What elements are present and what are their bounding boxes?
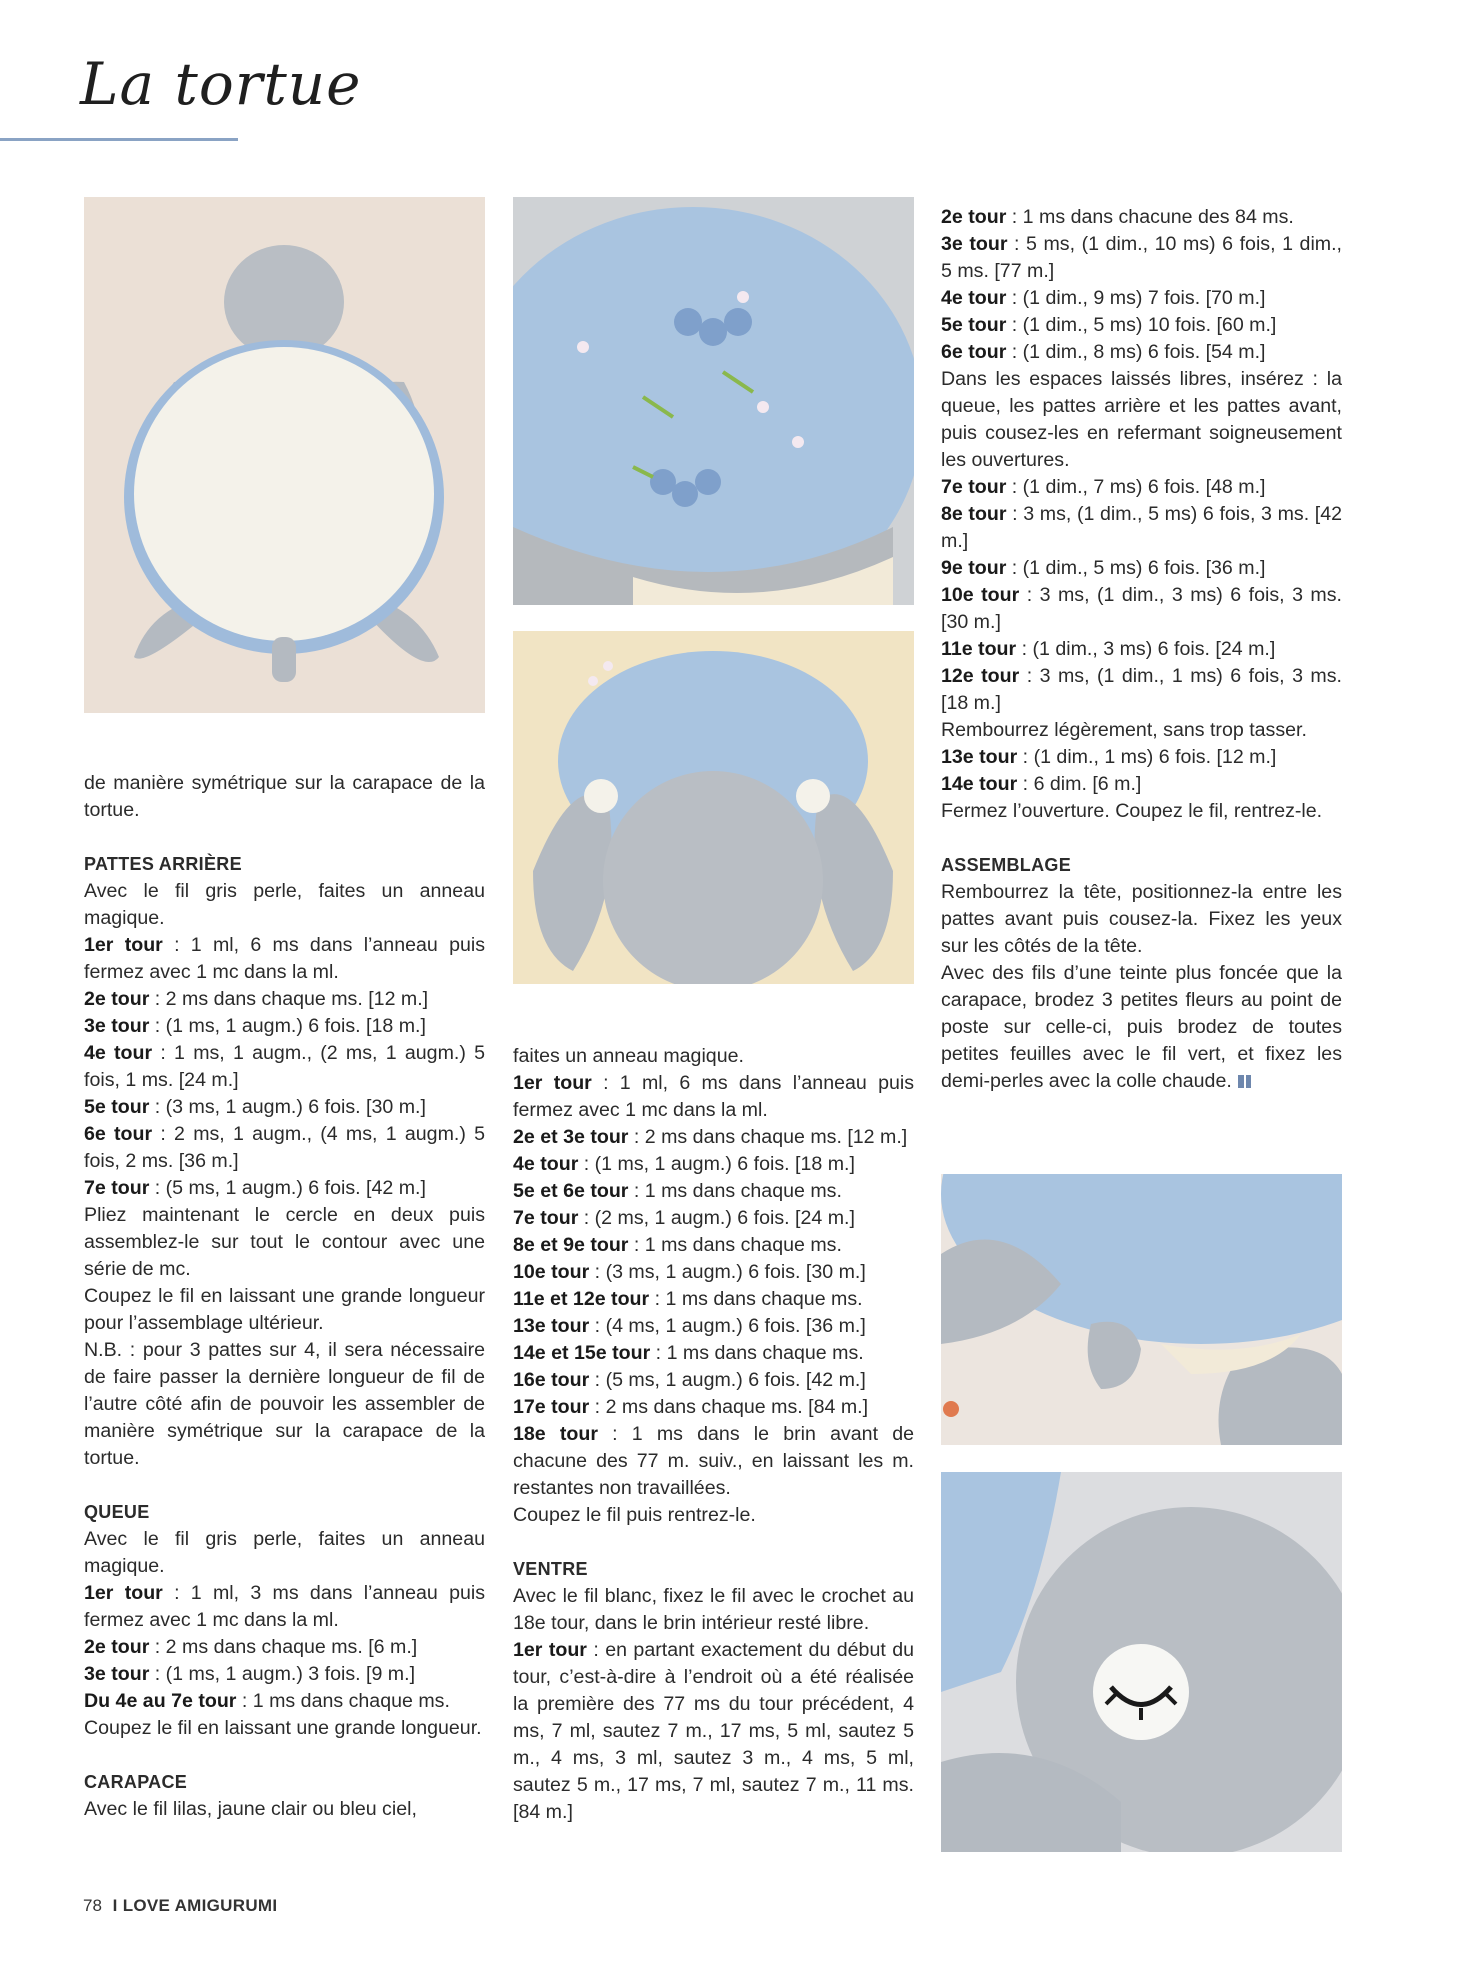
round-instruction: 1er tour : 1 ml, 3 ms dans l’anneau puis fermez avec 1 mc dans la ml. xyxy=(84,1582,486,1631)
paragraph: Fermez l’ouverture. Coupez le fil, rentrez-le. xyxy=(941,800,1323,822)
round-instruction: 6e tour : (1 dim., 8 ms) 6 fois. [54 m.] xyxy=(941,341,1266,363)
section-heading-queue: QUEUE xyxy=(84,1502,150,1522)
paragraph: Pliez maintenant le cercle en deux puis assemblez-le sur tout le contour avec une série de mc. xyxy=(84,1204,485,1280)
round-instruction: 8e et 9e tour : 1 ms dans chaque ms. xyxy=(513,1234,842,1256)
paragraph: Avec des fils d’une teinte plus foncée que la carapace, brodez 3 petites fleurs au point de poste sur celle-ci, puis brodez de toutes petites feuilles avec le fil vert, et fixez les demi-perles avec la colle chaude. xyxy=(941,962,1342,1092)
end-of-article-icon xyxy=(1238,1075,1251,1088)
round-instruction: 8e tour : 3 ms, (1 dim., 5 ms) 6 fois, 3 ms. [42 m.] xyxy=(941,503,1343,552)
round-instruction: 3e tour : (1 ms, 1 augm.) 6 fois. [18 m.] xyxy=(84,1015,426,1037)
paragraph: faites un anneau magique. xyxy=(513,1045,744,1067)
round-instruction: 1er tour : 1 ml, 6 ms dans l’anneau puis fermez avec 1 mc dans la ml. xyxy=(84,934,486,983)
photo-turtle-head-front xyxy=(513,631,914,984)
paragraph: Coupez le fil en laissant une grande longueur. xyxy=(84,1717,482,1739)
round-instruction: 16e tour : (5 ms, 1 augm.) 6 fois. [42 m.] xyxy=(513,1369,866,1391)
round-instruction: 1er tour : en partant exactement du début du tour, c’est-à-dire à l’endroit où a été réalisée la première des 77 ms du tour précédent, 4 ms, 7 ml, sautez 7 m., 17 ms, 5 ml, sautez 5 m., 4 ms, 3 ml, sautez 3 m., 4 ms, 5 ml, sautez 5 m., 17 ms, 7 ml, sautez 7 m., 11 ms. [84 m.] xyxy=(513,1639,915,1823)
photo-leg-detail xyxy=(941,1174,1342,1445)
section-heading-ventre: VENTRE xyxy=(513,1559,588,1579)
paragraph: Avec le fil gris perle, faites un anneau magique. xyxy=(84,1528,485,1577)
round-instruction: 4e tour : 1 ms, 1 augm., (2 ms, 1 augm.) 5 fois, 1 ms. [24 m.] xyxy=(84,1042,485,1091)
round-instruction: 1er tour : 1 ml, 6 ms dans l’anneau puis fermez avec 1 mc dans la ml. xyxy=(513,1072,915,1121)
magazine-brand: I LOVE AMIGURUMI xyxy=(112,1896,278,1915)
page-number: 78 xyxy=(83,1896,102,1915)
round-instruction: 18e tour : 1 ms dans le brin avant de chacune des 77 m. suiv., en laissant les m. restantes non travaillées. xyxy=(513,1423,914,1499)
section-heading-carapace: CARAPACE xyxy=(84,1772,188,1792)
paragraph: Dans les espaces laissés libres, insérez : la queue, les pattes arrière et les pattes avant, puis cousez-les en refermant soigneusement les ouvertures. xyxy=(941,368,1342,471)
photo-shell-closeup xyxy=(513,197,914,605)
paragraph: N.B. : pour 3 pattes sur 4, il sera nécessaire de faire passer la dernière longueur de fil de l’autre côté afin de pouvoir les assembler de manière symétrique sur la carapace de la tortue. xyxy=(84,1339,485,1469)
round-instruction: 3e tour : (1 ms, 1 augm.) 3 fois. [9 m.] xyxy=(84,1663,416,1685)
round-instruction: 10e tour : (3 ms, 1 augm.) 6 fois. [30 m.] xyxy=(513,1261,866,1283)
photo-turtle-underside xyxy=(84,197,485,713)
paragraph: Avec le fil lilas, jaune clair ou bleu ciel, xyxy=(84,1798,417,1820)
round-instruction: 7e tour : (1 dim., 7 ms) 6 fois. [48 m.] xyxy=(941,476,1266,498)
round-instruction: 12e tour : 3 ms, (1 dim., 1 ms) 6 fois, 3 ms. [18 m.] xyxy=(941,665,1342,714)
round-instruction: 2e tour : 2 ms dans chaque ms. [12 m.] xyxy=(84,988,429,1010)
round-instruction: 2e tour : 1 ms dans chacune des 84 ms. xyxy=(941,206,1294,228)
round-instruction: 5e et 6e tour : 1 ms dans chaque ms. xyxy=(513,1180,842,1202)
round-instruction: 17e tour : 2 ms dans chaque ms. [84 m.] xyxy=(513,1396,869,1418)
paragraph: Rembourrez la tête, positionnez-la entre les pattes avant puis cousez-la. Fixez les yeux sur les côtés de la tête. xyxy=(941,881,1342,957)
page-title: La tortue xyxy=(80,50,362,118)
round-instruction: Du 4e au 7e tour : 1 ms dans chaque ms. xyxy=(84,1690,450,1712)
round-instruction: 13e tour : (1 dim., 1 ms) 6 fois. [12 m.] xyxy=(941,746,1277,768)
photo-eye-detail xyxy=(941,1472,1342,1852)
round-instruction: 13e tour : (4 ms, 1 augm.) 6 fois. [36 m.] xyxy=(513,1315,866,1337)
paragraph: Rembourrez légèrement, sans trop tasser. xyxy=(941,719,1307,741)
text-column-3 xyxy=(941,204,1342,1095)
section-heading-pattes-arriere: PATTES ARRIÈRE xyxy=(84,854,242,874)
round-instruction: 11e tour : (1 dim., 3 ms) 6 fois. [24 m.] xyxy=(941,638,1276,660)
round-instruction: 4e tour : (1 dim., 9 ms) 7 fois. [70 m.] xyxy=(941,287,1266,309)
round-instruction: 7e tour : (2 ms, 1 augm.) 6 fois. [24 m.] xyxy=(513,1207,855,1229)
section-heading-assemblage: ASSEMBLAGE xyxy=(941,855,1072,875)
round-instruction: 2e tour : 2 ms dans chaque ms. [6 m.] xyxy=(84,1636,418,1658)
round-instruction: 10e tour : 3 ms, (1 dim., 3 ms) 6 fois, 3 ms. [30 m.] xyxy=(941,584,1342,633)
round-instruction: 14e tour : 6 dim. [6 m.] xyxy=(941,773,1142,795)
round-instruction: 9e tour : (1 dim., 5 ms) 6 fois. [36 m.] xyxy=(941,557,1266,579)
round-instruction: 7e tour : (5 ms, 1 augm.) 6 fois. [42 m.] xyxy=(84,1177,426,1199)
paragraph: Avec le fil blanc, fixez le fil avec le crochet au 18e tour, dans le brin intérieur resté libre. xyxy=(513,1585,914,1634)
paragraph: Coupez le fil en laissant une grande longueur pour l’assemblage ultérieur. xyxy=(84,1285,485,1334)
round-instruction: 5e tour : (3 ms, 1 augm.) 6 fois. [30 m.] xyxy=(84,1096,426,1118)
round-instruction: 3e tour : 5 ms, (1 dim., 10 ms) 6 fois, 1 dim., 5 ms. [77 m.] xyxy=(941,233,1343,282)
round-instruction: 6e tour : 2 ms, 1 augm., (4 ms, 1 augm.) 5 fois, 2 ms. [36 m.] xyxy=(84,1123,485,1172)
title-underline xyxy=(0,138,238,141)
text-column-1 xyxy=(84,770,485,1823)
round-instruction: 14e et 15e tour : 1 ms dans chaque ms. xyxy=(513,1342,864,1364)
text-column-2 xyxy=(513,1043,914,1826)
paragraph: Coupez le fil puis rentrez-le. xyxy=(513,1504,756,1526)
round-instruction: 5e tour : (1 dim., 5 ms) 10 fois. [60 m.] xyxy=(941,314,1277,336)
page-footer xyxy=(83,1896,277,1916)
round-instruction: 4e tour : (1 ms, 1 augm.) 6 fois. [18 m.] xyxy=(513,1153,855,1175)
paragraph: Avec le fil gris perle, faites un anneau magique. xyxy=(84,880,485,929)
paragraph: de manière symétrique sur la carapace de la tortue. xyxy=(84,772,485,821)
round-instruction: 11e et 12e tour : 1 ms dans chaque ms. xyxy=(513,1288,863,1310)
round-instruction: 2e et 3e tour : 2 ms dans chaque ms. [12 m.] xyxy=(513,1126,908,1148)
